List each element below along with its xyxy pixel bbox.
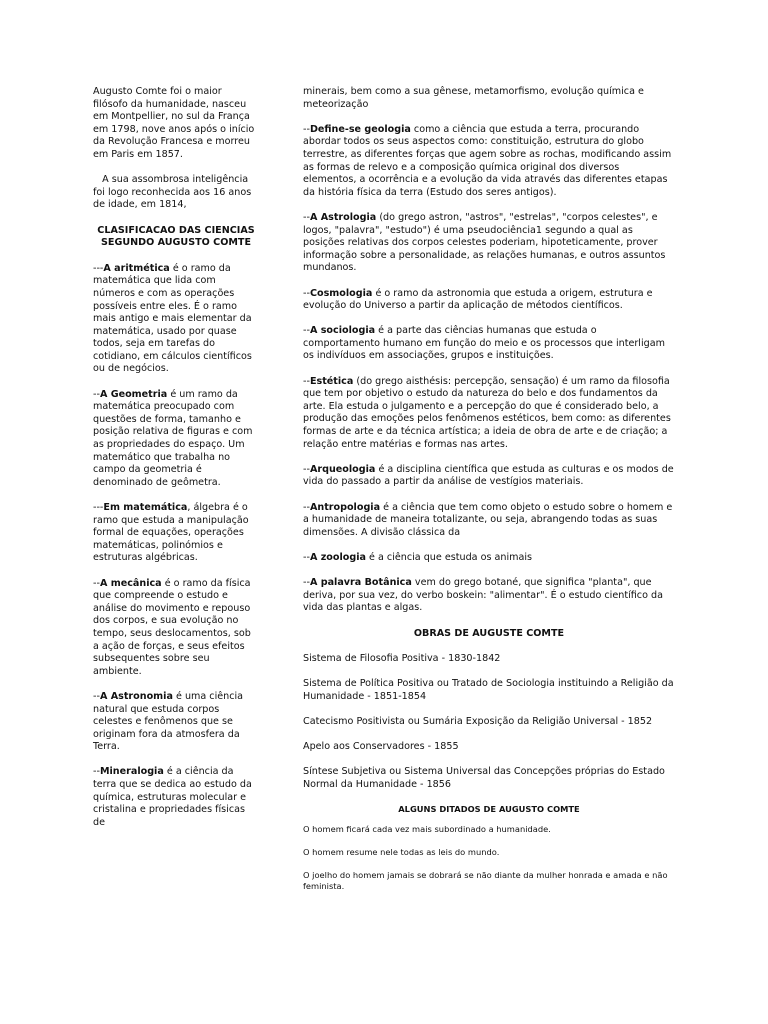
item-text: é o ramo da matemática que lida com números e com as operações possíveis entre eles. É o ramo mais antigo e mais elementar da matemática, usado por quase todos, seja em tarefas do cotidiano, em cálculos científicos ou de negócios.	[93, 262, 252, 375]
item-prefix: --	[303, 375, 310, 387]
item-term: A Astrologia	[309, 211, 377, 223]
item-term: Cosmologia	[309, 287, 373, 299]
item-prefix: --	[303, 211, 310, 223]
science-item	[93, 691, 259, 754]
item-text: é o ramo da física que compreende o estudo e análise do movimento e repouso dos corpos, e sua evolução no tempo, seus deslocamentos, sob a ação de forças, e seus efeitos subsequentes sobre seu ambiente.	[93, 577, 251, 677]
item-term: A palavra Botânica	[309, 577, 412, 589]
item-term: A aritmética	[103, 262, 170, 274]
item-prefix: --	[303, 551, 310, 563]
item-prefix: --	[303, 123, 310, 135]
item-prefix: --	[93, 766, 100, 778]
item-text: é a ciência da terra que se dedica ao estudo da química, estruturas molecular e cristalina e propriedades físicas de	[93, 766, 252, 828]
item-term: Antropologia	[309, 501, 381, 513]
science-item	[93, 263, 259, 376]
science-item	[303, 325, 675, 363]
item-term: Arqueologia	[309, 463, 376, 475]
item-text: é a parte das ciências humanas que estuda o comportamento humano em função do meio e os processos que interligam os indivíduos em associações, grupos e instituições.	[303, 325, 665, 362]
item-prefix: --	[93, 690, 100, 702]
science-item	[303, 288, 675, 313]
science-item	[303, 376, 675, 452]
science-item	[93, 502, 259, 565]
work-item: Síntese Subjetiva ou Sistema Universal das Concepções próprias do Estado Normal da Humanidade - 1856	[303, 766, 665, 791]
science-item	[93, 766, 259, 829]
science-item	[93, 578, 259, 679]
item-term: A zoologia	[309, 551, 366, 563]
item-prefix: --	[303, 463, 310, 475]
work-item: Apelo aos Conservadores - 1855	[303, 741, 459, 753]
item-prefix: --	[93, 577, 100, 589]
saying-item: O homem ficará cada vez mais subordinado a humanidade.	[303, 824, 551, 835]
item-text: é a ciência que tem como objeto o estudo sobre o homem e a humanidade de maneira totalizante, ou seja, abrangendo todas as suas dimensões. A divisão clássica da	[303, 501, 673, 538]
item-text: é a ciência que estuda os animais	[365, 551, 533, 563]
item-prefix: --	[93, 388, 100, 400]
item-prefix: --	[303, 501, 310, 513]
item-prefix: ---	[93, 502, 104, 513]
item-term: A sociologia	[309, 325, 376, 337]
item-text: é o ramo da astronomia que estuda a origem, estrutura e evolução do Universo a partir da aplicação de métodos científicos.	[303, 287, 653, 312]
science-item	[303, 212, 675, 275]
item-text: (do grego aisthésis: percepção, sensação) é um ramo da filosofia que tem por objetivo o estudo da natureza do belo e dos fundamentos da arte. Ela estuda o julgamento e a percepção do que é considerado belo, a produção das emoções pelos fenômenos estéticos, bem como: as diferentes formas de arte e da técnica artística; a ideia de obra de arte e de criação; a relação entre matérias e formas nas artes.	[303, 375, 671, 450]
item-prefix: --	[303, 577, 310, 589]
item-term: Em matemática	[103, 502, 188, 513]
item-prefix: --	[303, 325, 310, 337]
section-heading: CLASIFICACAO DAS CIENCIAS SEGUNDO AUGUSTO COMTE	[97, 224, 255, 249]
item-term: Mineralogia	[99, 766, 164, 778]
science-item	[303, 577, 675, 615]
intro-text: A sua assombrosa inteligência foi logo reconhecida aos 16 anos de idade, em 1814,	[93, 174, 252, 211]
item-term: Define-se geologia	[309, 123, 411, 135]
item-term: A mecânica	[99, 577, 162, 589]
item-text: , álgebra é o ramo que estuda a manipulação formal de equações, operações matemáticas, polinómios e estruturas algébricas.	[93, 502, 249, 564]
right-column	[303, 86, 675, 904]
item-prefix: ---	[93, 262, 104, 274]
item-text: vem do grego botané, que significa "planta", que deriva, por sua vez, do verbo boskein: "alimentar". É o estudo científico da vida das plantas e algas.	[303, 577, 663, 614]
item-text: é a disciplina científica que estuda as culturas e os modos de vida do passado a partir da análise de vestígios materiais.	[303, 463, 674, 488]
saying-item: O homem resume nele todas as leis do mundo.	[303, 847, 500, 858]
work-item: Sistema de Política Positiva ou Tratado de Sociologia instituindo a Religião da Humanidade - 1851-1854	[303, 678, 674, 702]
works-heading: OBRAS DE AUGUSTE COMTE	[413, 627, 565, 639]
work-item: Catecismo Positivista ou Sumária Exposição da Religião Universal - 1852	[303, 716, 653, 728]
science-item	[303, 124, 675, 200]
item-prefix: --	[303, 287, 310, 299]
intro-paragraph: Augusto Comte foi o maior filósofo da humanidade, nasceu em Montpellier, no sul da França em 1798, nove anos após o início da Revolução Francesa e morreu em Paris em 1857.	[93, 86, 255, 160]
item-term: A Geometria	[99, 388, 168, 400]
item-text: é um ramo da matemática preocupado com questões de forma, tamanho e posição relativa de figuras e com as propriedades do espaço. Um matemático que trabalha no campo da geometria é denominado de geômetra.	[93, 388, 253, 488]
sayings-heading: ALGUNS DITADOS DE AUGUSTO COMTE	[398, 804, 580, 815]
item-text: é uma ciência natural que estuda corpos celestes e fenômenos que se originam fora da atmosfera da Terra.	[93, 690, 244, 753]
continuation-text: minerais, bem como a sua gênese, metamorfismo, evolução química e meteorização	[303, 86, 644, 110]
left-column	[93, 86, 259, 842]
item-term: Estética	[309, 375, 354, 387]
science-item	[93, 389, 259, 490]
item-text: (do grego astron, "astros", "estrelas", "corpos celestes", e logos, "palavra", "estudo") é uma pseudociência1 segundo a qual as posições relativas dos corpos celestes poderiam, hipoteticamente, prover informação sobre a personalidade, as relações humanas, e outros assuntos mundanos.	[303, 211, 666, 274]
saying-item: O joelho do homem jamais se dobrará se não diante da mulher honrada e amada e não feminista.	[303, 870, 668, 892]
intro-paragraph-2	[93, 174, 259, 212]
science-item	[303, 552, 675, 565]
item-text: como a ciência que estuda a terra, procurando abordar todos os seus aspectos como: constituição, estrutura do globo terrestre, as diferentes forças que agem sobre as rochas, modificando assim as formas de relevo e a composição química original dos diversos elementos, a ocorrência e a evolução da vida através das diferentes etapas da história física da terra (Estudo dos seres antigos).	[303, 123, 672, 198]
work-item: Sistema de Filosofia Positiva - 1830-1842	[303, 653, 501, 665]
item-term: A Astronomia	[99, 690, 173, 702]
science-item	[303, 464, 675, 489]
science-item	[303, 502, 675, 540]
